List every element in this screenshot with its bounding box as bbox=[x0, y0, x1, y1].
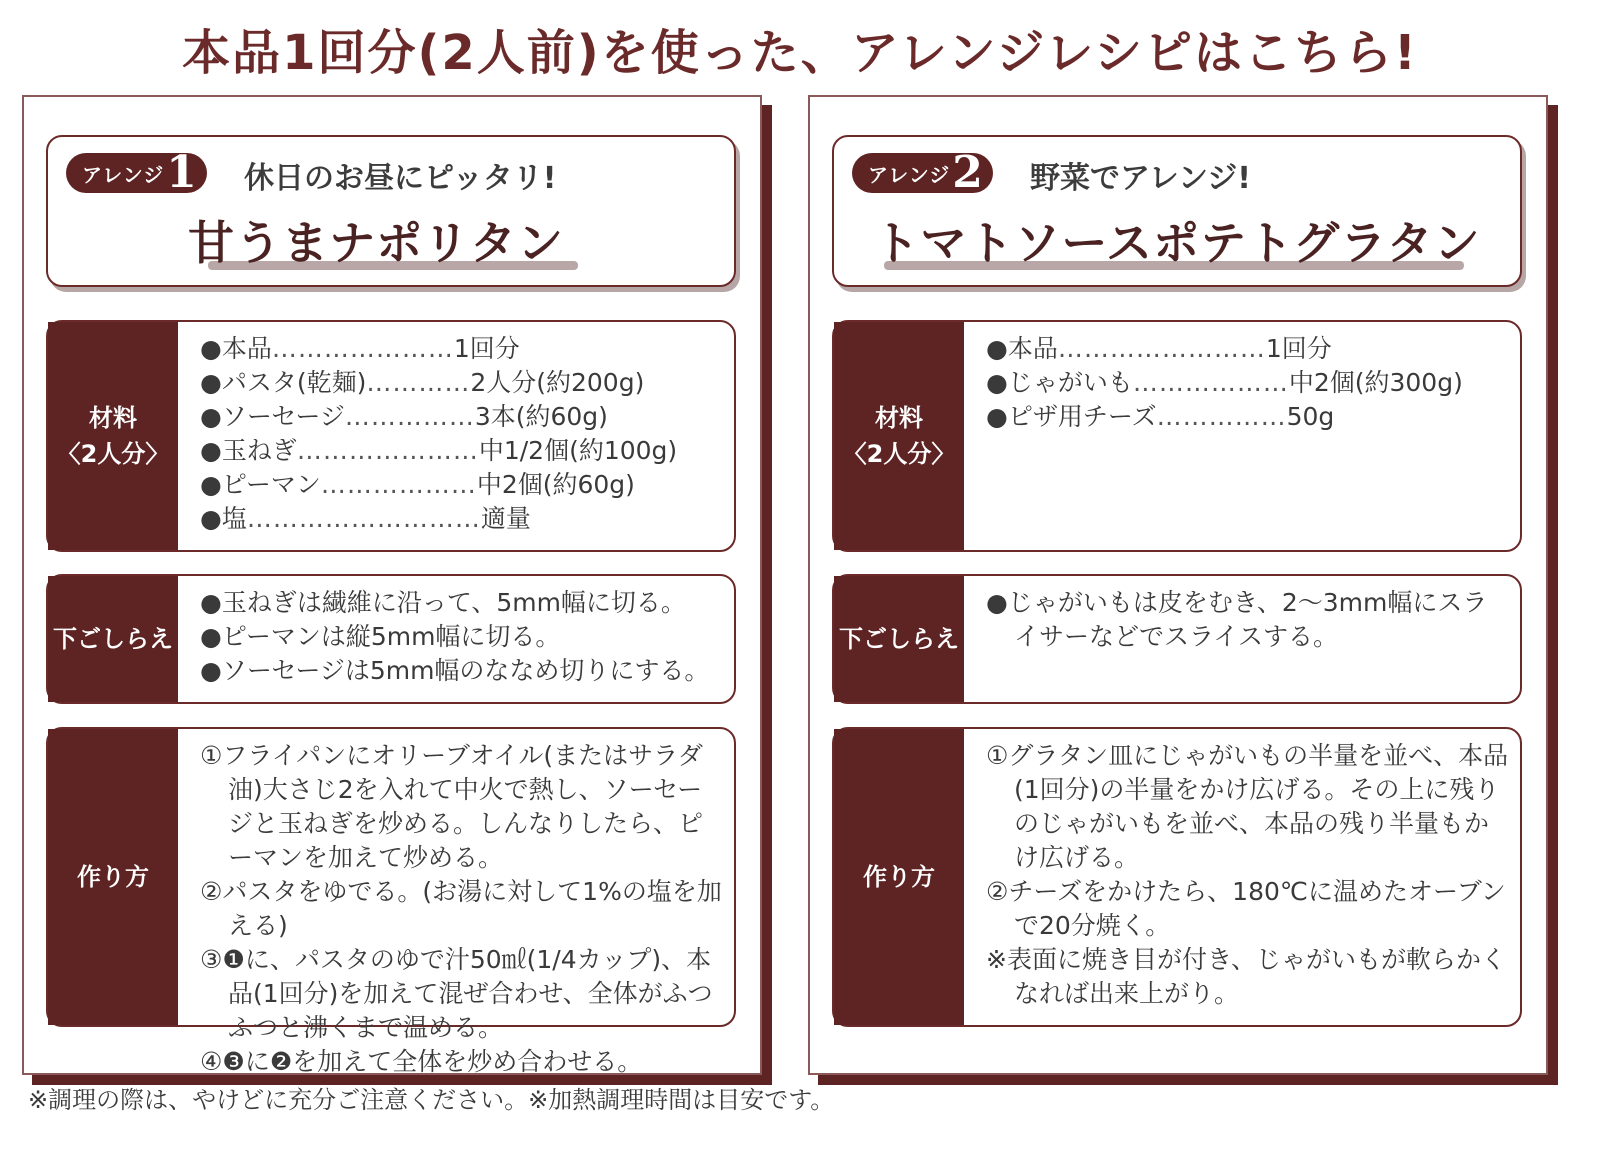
recipe-subtitle: 休日のお昼にピッタリ! bbox=[244, 161, 557, 196]
ingredient-name: ●ソーセージ bbox=[200, 402, 345, 431]
method-list bbox=[200, 739, 724, 1076]
prep-label: 下ごしらえ bbox=[834, 576, 964, 702]
ingredient-row bbox=[200, 502, 724, 536]
ingredient-row bbox=[200, 400, 724, 434]
prep-item: ●ピーマンは縦5mm幅に切る。 bbox=[200, 622, 561, 651]
arrange-badge-label: アレンジ bbox=[868, 162, 951, 187]
method-section bbox=[46, 727, 736, 1076]
ingredient-leader-dots: ………………… bbox=[271, 334, 454, 363]
recipe-title-box bbox=[832, 135, 1522, 287]
ingredients-label: 材料 〈2人分〉 bbox=[834, 322, 964, 550]
ingredient-quantity: 中2個(約60g) bbox=[476, 470, 635, 499]
method-step: ①フライパンにオリーブオイル(またはサラダ油)大さじ2を入れて中火で熱し、ソーセージと玉ねぎを炒める。しんなりしたら、ピーマンを加えて炒める。 bbox=[200, 741, 704, 872]
ingredient-row bbox=[200, 468, 724, 502]
ingredient-leader-dots: ……………… bbox=[1132, 368, 1289, 397]
ingredient-leader-dots: ………… bbox=[366, 368, 471, 397]
ingredient-leader-dots: …………………… bbox=[1057, 334, 1266, 363]
ingredient-quantity: 1回分 bbox=[1265, 334, 1332, 363]
ingredient-name: ●ピーマン bbox=[200, 470, 321, 499]
method-step: ①グラタン皿にじゃがいもの半量を並べ、本品(1回分)の半量をかけ広げる。その上に残りのじゃがいもを並べ、本品の残り半量もかけ広げる。 bbox=[986, 741, 1509, 872]
ingredient-quantity: 2人分(約200g) bbox=[470, 368, 645, 397]
method-step: ②パスタをゆでる。(お湯に対して1%の塩を加える) bbox=[200, 877, 722, 940]
ingredient-quantity: 適量 bbox=[480, 504, 531, 533]
panel-body bbox=[808, 95, 1548, 1075]
recipe-panel-2 bbox=[808, 95, 1548, 1075]
panel-body bbox=[22, 95, 762, 1075]
method-list bbox=[986, 739, 1510, 1017]
method-step: ③❶に、パスタのゆで汁50㎖(1/4カップ)、本品(1回分)を加えて混ぜ合わせ、全体がふつふつと沸くまで温める。 bbox=[200, 945, 713, 1042]
arrange-badge-number: 2 bbox=[952, 147, 983, 198]
ingredient-quantity: 50g bbox=[1286, 402, 1335, 431]
method-label: 作り方 bbox=[834, 729, 964, 1025]
ingredient-name: ●玉ねぎ bbox=[200, 436, 297, 465]
ingredient-row bbox=[986, 366, 1510, 400]
prep-section bbox=[832, 574, 1522, 704]
arrange-badge-label: アレンジ bbox=[82, 162, 165, 187]
ingredients-list bbox=[200, 332, 724, 542]
prep-section bbox=[46, 574, 736, 704]
dish-name: 甘うまナポリタン bbox=[188, 216, 564, 270]
dish-name: トマトソースポテトグラタン bbox=[873, 216, 1481, 270]
ingredient-leader-dots: ………………… bbox=[296, 436, 479, 465]
ingredient-name: ●塩 bbox=[200, 504, 247, 533]
prep-list bbox=[986, 586, 1510, 694]
ingredient-leader-dots: …………… bbox=[344, 402, 475, 431]
ingredient-quantity: 中2個(約300g) bbox=[1288, 368, 1463, 397]
footer-note: ※調理の際は、やけどに充分ご注意ください。※加熱調理時間は目安です。 bbox=[28, 1086, 835, 1114]
ingredient-leader-dots: …………… bbox=[1156, 402, 1287, 431]
prep-item: ●じゃがいもは皮をむき、2〜3mm幅にスライサーなどでスライスする。 bbox=[986, 588, 1488, 651]
ingredient-name: ●じゃがいも bbox=[986, 368, 1133, 397]
prep-item: ●ソーセージは5mm幅のななめ切りにする。 bbox=[200, 656, 710, 685]
recipe-title-box bbox=[46, 135, 736, 287]
ingredient-quantity: 1回分 bbox=[453, 334, 520, 363]
ingredient-name: ●パスタ(乾麺) bbox=[200, 368, 367, 397]
ingredient-row bbox=[986, 400, 1510, 434]
page-headline: 本品1回分(2人前)を使った、アレンジレシピはこちら! bbox=[182, 25, 1418, 81]
prep-label: 下ごしらえ bbox=[48, 576, 178, 702]
ingredient-row bbox=[200, 366, 724, 400]
method-step: ※表面に焼き目が付き、じゃがいもが軟らかくなれば出来上がり。 bbox=[986, 945, 1506, 1008]
ingredient-quantity: 3本(約60g) bbox=[474, 402, 608, 431]
method-step: ②チーズをかけたら、180℃に温めたオーブンで20分焼く。 bbox=[986, 877, 1506, 940]
arrange-badge bbox=[66, 147, 207, 198]
method-label: 作り方 bbox=[48, 729, 178, 1025]
prep-item: ●玉ねぎは繊維に沿って、5mm幅に切る。 bbox=[200, 588, 686, 617]
ingredient-quantity: 中1/2個(約100g) bbox=[478, 436, 678, 465]
arrange-badge bbox=[852, 147, 993, 198]
ingredient-row bbox=[986, 332, 1510, 366]
ingredient-name: ●ピザ用チーズ bbox=[986, 402, 1157, 431]
ingredient-name: ●本品 bbox=[986, 334, 1058, 363]
arrange-badge-number: 1 bbox=[166, 147, 197, 198]
recipe-panel-1 bbox=[22, 95, 762, 1075]
recipe-subtitle: 野菜でアレンジ! bbox=[1030, 161, 1251, 196]
ingredients-section bbox=[832, 320, 1522, 552]
method-section bbox=[832, 727, 1522, 1027]
ingredient-row bbox=[200, 434, 724, 468]
ingredients-list bbox=[986, 332, 1510, 542]
prep-list bbox=[200, 586, 724, 694]
ingredients-section bbox=[46, 320, 736, 552]
ingredient-name: ●本品 bbox=[200, 334, 272, 363]
ingredient-row bbox=[200, 332, 724, 366]
ingredient-leader-dots: ……………… bbox=[320, 470, 477, 499]
ingredient-leader-dots: ……………………… bbox=[246, 504, 481, 533]
method-step: ④❸に❷を加えて全体を炒め合わせる。 bbox=[200, 1047, 643, 1076]
ingredients-label: 材料 〈2人分〉 bbox=[48, 322, 178, 550]
